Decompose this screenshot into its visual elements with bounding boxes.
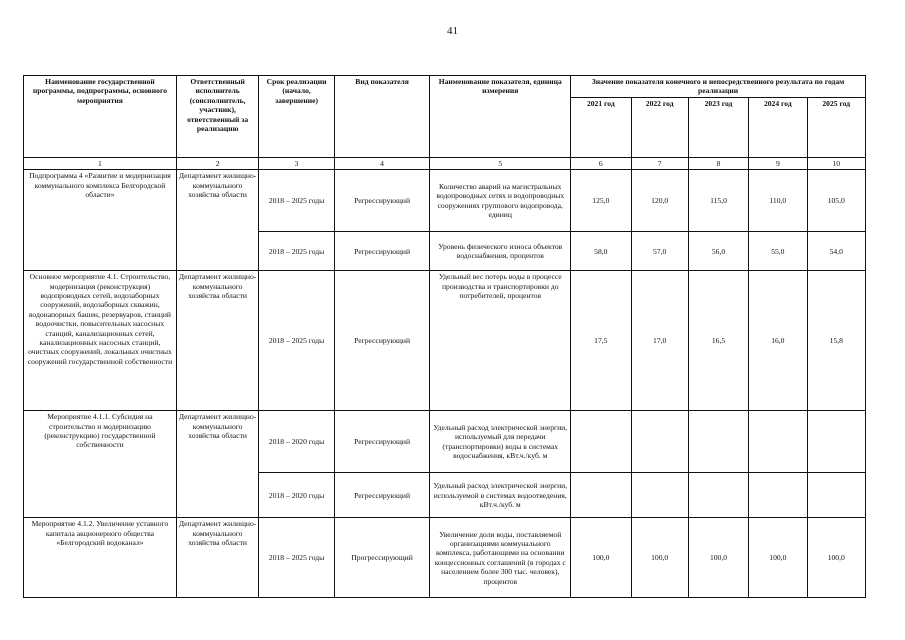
value-cell: 17,5 — [571, 271, 631, 411]
value-cell: 17,0 — [631, 271, 688, 411]
period-cell: 2018 – 2025 годы — [259, 518, 334, 598]
value-cell: 55,0 — [749, 232, 807, 271]
header-year: 2023 год — [688, 97, 748, 157]
indicator-name-cell: Уровень физического износа объектов водоснабжения, процентов — [430, 232, 571, 271]
value-cell — [571, 411, 631, 473]
value-cell — [749, 473, 807, 518]
value-cell: 100,0 — [571, 518, 631, 598]
header-year: 2022 год — [631, 97, 688, 157]
value-cell: 120,0 — [631, 170, 688, 232]
indicator-type-cell: Регрессирующий — [334, 271, 430, 411]
value-cell: 56,0 — [688, 232, 748, 271]
header-indicator-name: Наименование показателя, единица измерения — [430, 76, 571, 158]
column-number: 6 — [571, 157, 631, 169]
indicator-type-cell: Регрессирующий — [334, 170, 430, 232]
column-number: 8 — [688, 157, 748, 169]
column-number: 5 — [430, 157, 571, 169]
header-responsible: Ответственный исполнитель (соисполнитель, участник), ответственный за реализацию — [176, 76, 258, 158]
indicator-name-cell: Удельный расход электрической энергии, используемый для передачи (транспортировки) воды в системах водоснабжения, кВт.ч./куб. м — [430, 411, 571, 473]
responsible-cell: Департамент жилищно-коммунального хозяйства области — [176, 411, 258, 518]
value-cell: 105,0 — [807, 170, 866, 232]
value-cell: 100,0 — [631, 518, 688, 598]
period-cell: 2018 – 2025 годы — [259, 271, 334, 411]
indicator-type-cell: Прогрессирующий — [334, 518, 430, 598]
column-number: 1 — [24, 157, 177, 169]
value-cell — [688, 411, 748, 473]
indicator-name-cell: Удельный вес потерь воды в процессе производства и транспортировки до потребителей, процентов — [430, 271, 571, 411]
column-number: 10 — [807, 157, 866, 169]
table-row — [24, 271, 866, 411]
period-cell: 2018 – 2025 годы — [259, 170, 334, 232]
value-cell: 110,0 — [749, 170, 807, 232]
responsible-cell: Департамент жилищно-коммунального хозяйства области — [176, 170, 258, 271]
value-cell: 100,0 — [807, 518, 866, 598]
responsible-cell: Департамент жилищно-коммунального хозяйства области — [176, 518, 258, 598]
indicator-name-cell: Количество аварий на магистральных водопроводных сетях и водопроводных сооружениях группового водопровода, единиц — [430, 170, 571, 232]
value-cell — [688, 473, 748, 518]
indicator-type-cell: Регрессирующий — [334, 473, 430, 518]
value-cell: 115,0 — [688, 170, 748, 232]
value-cell: 100,0 — [688, 518, 748, 598]
responsible-cell: Департамент жилищно-коммунального хозяйства области — [176, 271, 258, 411]
header-indicator-type: Вид показателя — [334, 76, 430, 158]
value-cell — [749, 411, 807, 473]
value-cell: 57,0 — [631, 232, 688, 271]
period-cell: 2018 – 2025 годы — [259, 232, 334, 271]
value-cell — [807, 411, 866, 473]
header-year: 2024 год — [749, 97, 807, 157]
program-cell: Мероприятие 4.1.1. Субсидия на строительство и модернизацию (реконструкцию) государственной собственности — [24, 411, 177, 518]
column-number: 7 — [631, 157, 688, 169]
header-values: Значение показателя конечного и непосредственного результата по годам реализации — [571, 76, 866, 98]
indicators-table — [23, 75, 866, 598]
value-cell: 125,0 — [571, 170, 631, 232]
value-cell: 16,0 — [749, 271, 807, 411]
column-number: 3 — [259, 157, 334, 169]
program-cell: Подпрограмма 4 «Развитие и модернизация коммунального комплекса Белгородской области» — [24, 170, 177, 271]
value-cell — [631, 473, 688, 518]
table-row — [24, 411, 866, 473]
indicator-name-cell: Увеличение доли воды, поставляемой организациями коммунального комплекса, работающими на основании концессионных соглашений (в городах с населением более 300 тыс. человек), процентов — [430, 518, 571, 598]
period-cell: 2018 – 2020 годы — [259, 473, 334, 518]
header-year: 2025 год — [807, 97, 866, 157]
header-period: Срок реализации (начало, завершение) — [259, 76, 334, 158]
column-number: 2 — [176, 157, 258, 169]
value-cell: 54,0 — [807, 232, 866, 271]
value-cell — [571, 473, 631, 518]
value-cell: 16,5 — [688, 271, 748, 411]
indicator-type-cell: Регрессирующий — [334, 232, 430, 271]
value-cell — [807, 473, 866, 518]
value-cell: 58,0 — [571, 232, 631, 271]
header-year: 2021 год — [571, 97, 631, 157]
table-row — [24, 518, 866, 598]
indicator-type-cell: Регрессирующий — [334, 411, 430, 473]
column-number: 4 — [334, 157, 430, 169]
page-number: 41 — [447, 25, 458, 37]
period-cell: 2018 – 2020 годы — [259, 411, 334, 473]
table-row — [24, 170, 866, 232]
value-cell — [631, 411, 688, 473]
program-cell: Основное мероприятие 4.1. Строительство, модернизация (реконструкция) водопроводных сетей, водозаборных сооружений, водозаборных скважин, водонапорных башен, резервуаров, станций водоочистки, повысительных насосных станций, канализационных сетей, канализационных насосных станций, очистных сооружений, локальных очистных сооружений государственной собственности — [24, 271, 177, 411]
value-cell: 100,0 — [749, 518, 807, 598]
value-cell: 15,8 — [807, 271, 866, 411]
indicator-name-cell: Удельный расход электрической энергии, используемой в системах водоотведения, кВт.ч./куб. м — [430, 473, 571, 518]
program-cell: Мероприятие 4.1.2. Увеличение уставного капитала акционерного общества «Белгородский водоканал» — [24, 518, 177, 598]
column-number: 9 — [749, 157, 807, 169]
header-program: Наименование государственной программы, подпрограммы, основного мероприятия — [24, 76, 177, 158]
